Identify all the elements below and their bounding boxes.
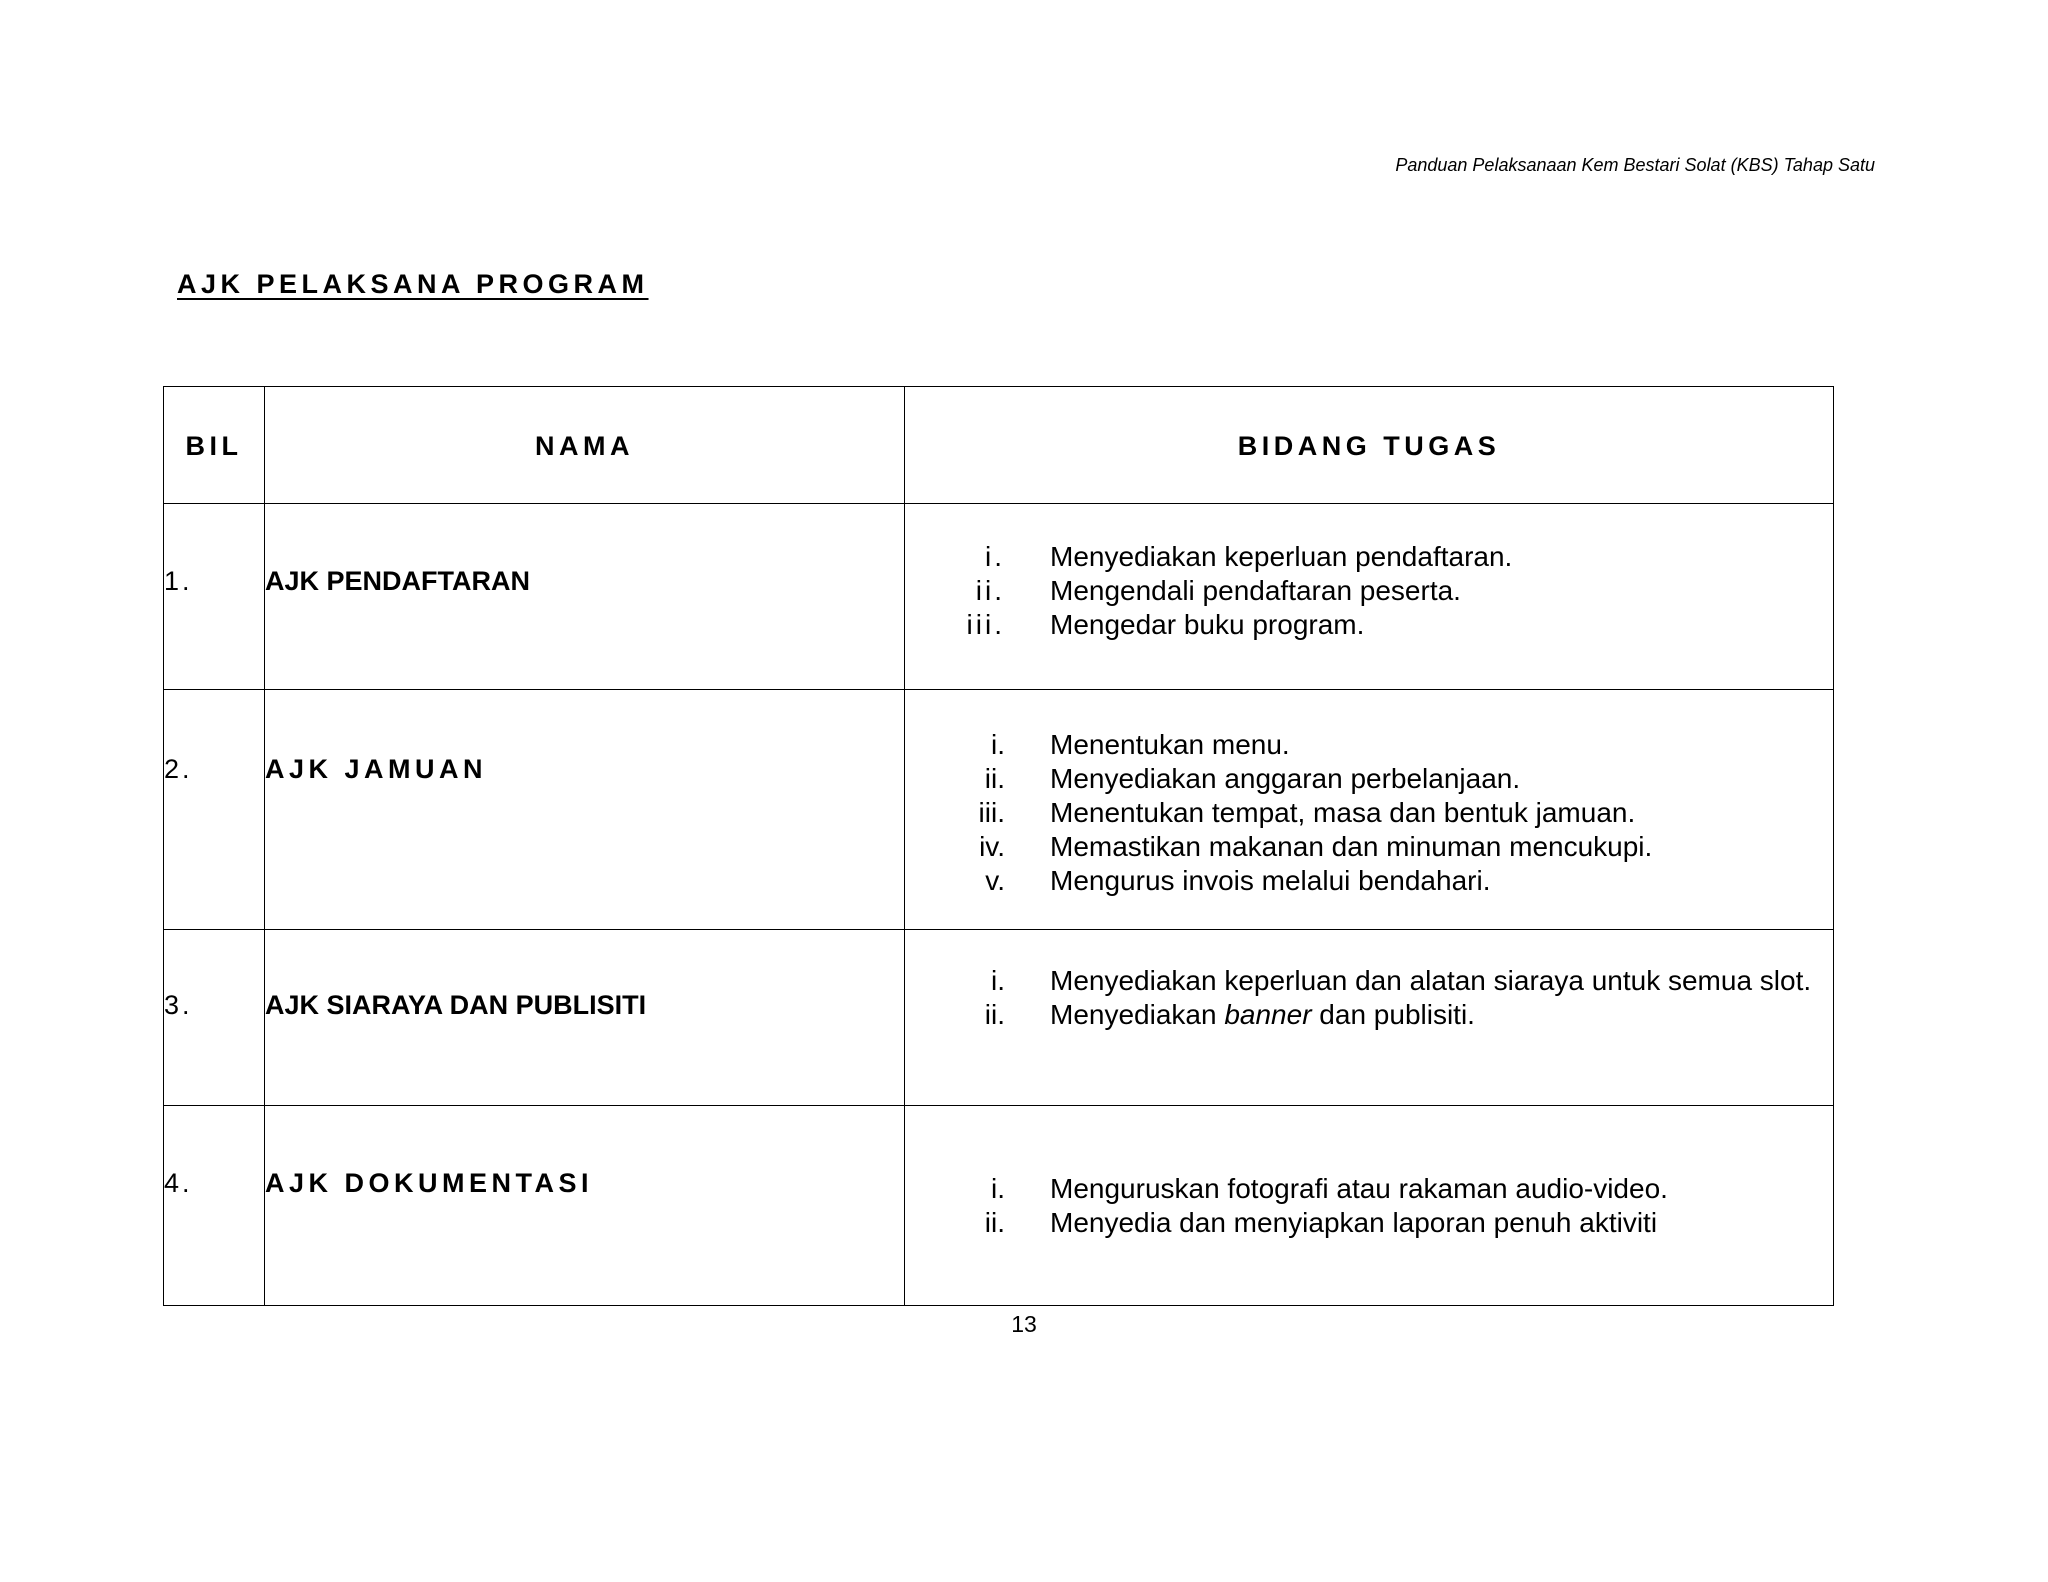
duty-item [905, 998, 1819, 1032]
duty-numeral: ii. [984, 999, 1005, 1030]
table-row [164, 690, 1834, 930]
duty-numeral: ii. [975, 575, 1005, 606]
table-row [164, 1106, 1834, 1306]
duty-numeral: ii. [984, 1207, 1005, 1238]
duty-text: Menyedia dan menyiapkan laporan penuh aktiviti [1050, 1207, 1658, 1238]
duties-cell [905, 690, 1834, 930]
duty-numeral: iii. [966, 609, 1005, 640]
table-row [164, 504, 1834, 690]
duty-item [905, 1172, 1819, 1206]
duties-cell [905, 1106, 1834, 1306]
duty-item [905, 796, 1819, 830]
duty-text: Mengurus invois melalui bendahari. [1050, 865, 1491, 896]
duties-cell [905, 930, 1834, 1106]
duty-text: Menyediakan keperluan pendaftaran. [1050, 541, 1513, 572]
duty-text: Menyediakan anggaran perbelanjaan. [1050, 763, 1521, 794]
row-number: 4. [164, 1106, 265, 1306]
row-number: 1. [164, 504, 265, 690]
duty-item [905, 762, 1819, 796]
duty-text: Memastikan makanan dan minuman mencukupi. [1050, 831, 1653, 862]
duties-list [905, 504, 1833, 642]
duty-text-part: Menyediakan [1050, 999, 1225, 1030]
table-row [164, 930, 1834, 1106]
duty-text: Menyediakan keperluan dan alatan siaraya untuk semua slot. [1050, 965, 1812, 996]
column-header-nama: NAMA [265, 387, 905, 504]
committee-name: AJK PENDAFTARAN [265, 504, 905, 690]
duty-text: Menguruskan fotografi atau rakaman audio-video. [1050, 1173, 1668, 1204]
duty-numeral: iv. [979, 831, 1005, 862]
duties-list [905, 930, 1833, 1032]
duty-text-emphasis: banner [1224, 999, 1312, 1030]
section-title: AJK PELAKSANA PROGRAM [177, 269, 649, 299]
duty-item [905, 728, 1819, 762]
duty-item [905, 1206, 1819, 1240]
duties-list [905, 1106, 1833, 1240]
row-number: 3. [164, 930, 265, 1106]
duty-numeral: v. [985, 865, 1005, 896]
duty-numeral: i. [985, 541, 1005, 572]
duty-numeral: i. [991, 1173, 1005, 1204]
duty-item [905, 830, 1819, 864]
duties-list [905, 690, 1833, 898]
duty-item [905, 608, 1819, 642]
committee-name: AJK JAMUAN [265, 690, 905, 930]
column-header-bidang-tugas: BIDANG TUGAS [905, 387, 1834, 504]
duty-text [1050, 998, 1819, 1032]
duty-text: Mengedar buku program. [1050, 609, 1365, 640]
page-number: 13 [1011, 1311, 1037, 1337]
column-header-bil: BIL [164, 387, 265, 504]
duty-numeral: i. [991, 965, 1005, 996]
duties-cell [905, 504, 1834, 690]
duty-text: Menentukan menu. [1050, 729, 1290, 760]
committee-name: AJK DOKUMENTASI [265, 1106, 905, 1306]
committee-table [163, 386, 1834, 1306]
duty-item [905, 864, 1819, 898]
committee-name: AJK SIARAYA DAN PUBLISITI [265, 930, 905, 1106]
duty-text: Menentukan tempat, masa dan bentuk jamuan. [1050, 797, 1636, 828]
duty-text-part: dan publisiti. [1311, 999, 1475, 1030]
duty-item [905, 964, 1819, 998]
duty-numeral: ii. [984, 763, 1005, 794]
duty-item [905, 574, 1819, 608]
table-header-row [164, 387, 1834, 504]
duty-text: Mengendali pendaftaran peserta. [1050, 575, 1461, 606]
row-number: 2. [164, 690, 265, 930]
duty-item [905, 540, 1819, 574]
duty-numeral: iii. [978, 797, 1005, 828]
duty-numeral: i. [991, 729, 1005, 760]
running-header: Panduan Pelaksanaan Kem Bestari Solat (KBS) Tahap Satu [1395, 155, 1875, 175]
